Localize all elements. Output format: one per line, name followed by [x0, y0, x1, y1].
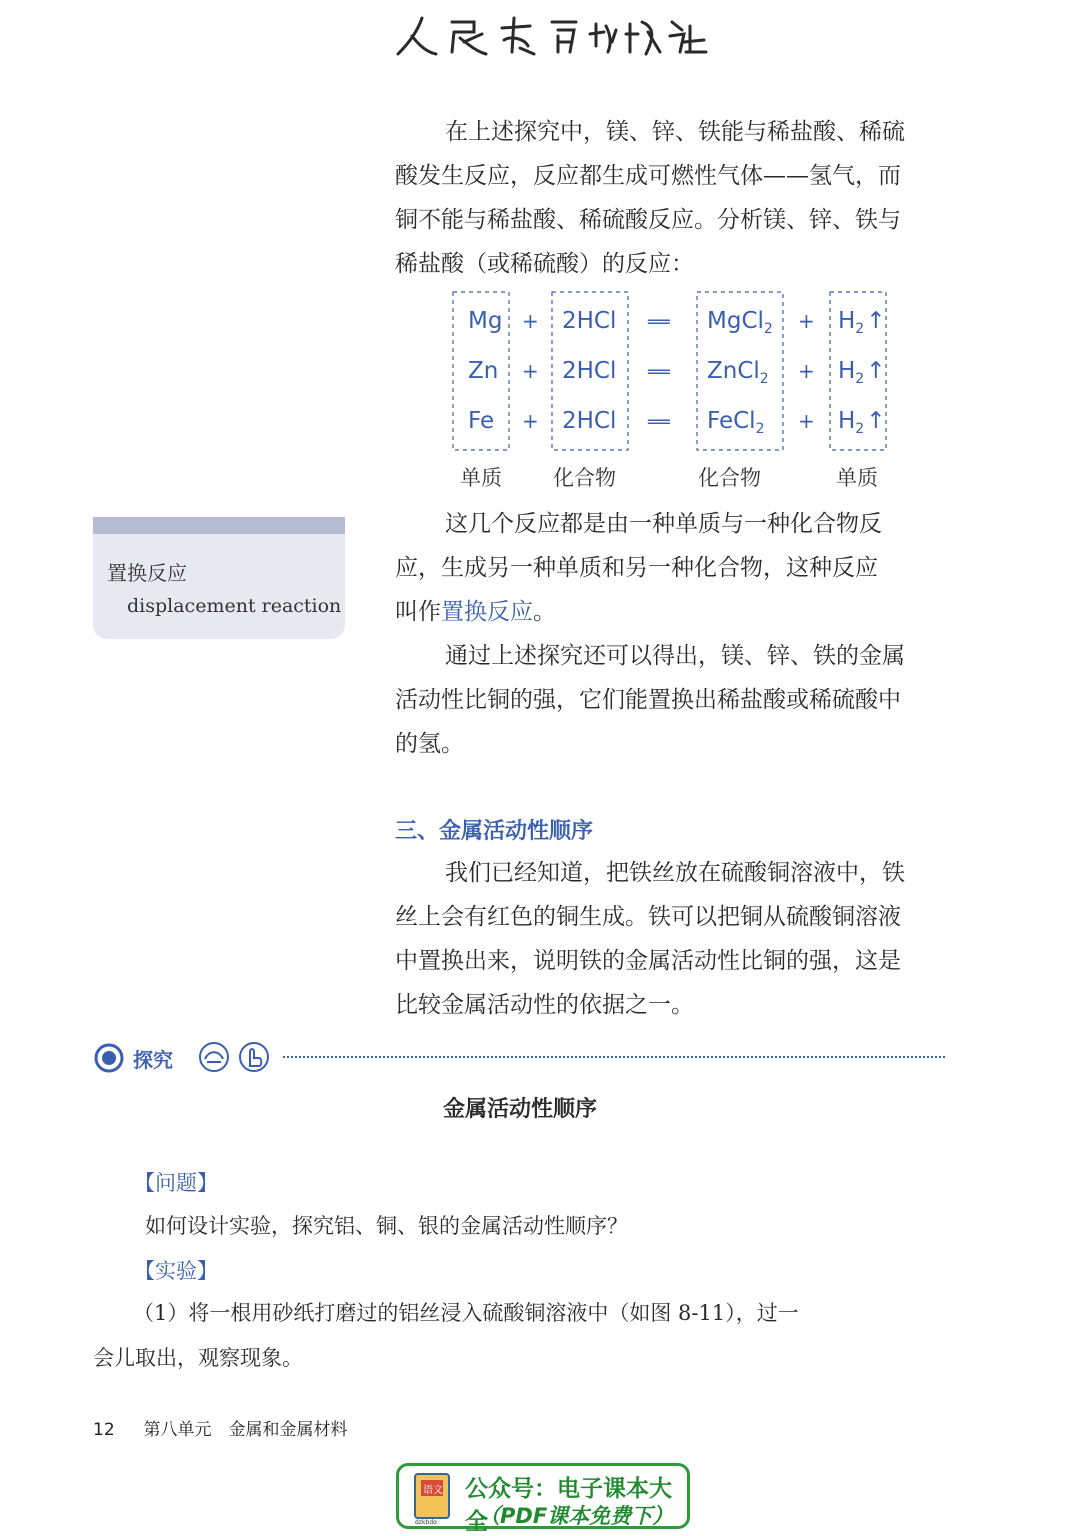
eq-row-2-equals: ══	[648, 362, 670, 383]
eq-row-1-equals: ══	[648, 312, 670, 333]
p2-line-2: 应，生成另一种单质和另一种化合物，这种反应	[395, 555, 878, 581]
eq-row-3-equals: ══	[648, 412, 670, 433]
eq-row-1-gas: $H_2↑$	[838, 308, 886, 337]
reaction-equations	[440, 288, 910, 498]
dotted-rule	[283, 1056, 945, 1058]
paragraph-1	[395, 110, 947, 286]
p2-line-1: 这几个反应都是由一种单质与一种化合物反	[445, 511, 882, 537]
question-label: 【问题】	[134, 1171, 218, 1195]
book-icon-sub: dzkbdq	[415, 1519, 437, 1524]
eq-row-1-plus1: +	[522, 309, 539, 333]
eq-row-2-plus2: +	[798, 359, 815, 383]
p1-line-4: 稀盐酸（或稀硫酸）的反应：	[395, 251, 694, 277]
p1-line-2: 酸发生反应，反应都生成可燃性气体——氢气，而	[395, 163, 901, 189]
eq-row-3-metal: Fe	[468, 408, 495, 434]
explore-bar	[93, 1040, 953, 1074]
book-icon-text: 语文	[423, 1485, 443, 1496]
term-sidebar	[93, 517, 345, 639]
p1-line-3: 铜不能与稀盐酸、稀硫酸反应。分析镁、锌、铁与	[395, 207, 901, 233]
chapter-title: 第八单元 金属和金属材料	[143, 1420, 348, 1440]
label-element-2: 单质	[836, 466, 878, 490]
eq-row-2-gas: $H_2↑$	[838, 358, 886, 387]
p4-line-2: 丝上会有红色的铜生成。铁可以把铜从硫酸铜溶液	[395, 904, 901, 930]
label-element-1: 单质	[460, 466, 502, 490]
p1-line-1: 在上述探究中，镁、锌、铁能与稀盐酸、稀硫	[445, 119, 905, 145]
page-number: 12	[93, 1420, 115, 1440]
experiment-line-2: 会儿取出，观察现象。	[93, 1346, 303, 1370]
eq-row-1-acid: 2HCl	[562, 308, 617, 334]
term-english: displacement reaction	[127, 595, 342, 617]
p4-line-1: 我们已经知道，把铁丝放在硫酸铜溶液中，铁	[445, 860, 905, 886]
think-icon	[197, 1040, 231, 1074]
eq-row-3-plus2: +	[798, 409, 815, 433]
banner-line-2: （PDF课本免费下）	[479, 1504, 674, 1528]
eq-row-3-plus1: +	[522, 409, 539, 433]
target-icon	[93, 1042, 125, 1074]
eq-row-2-metal: Zn	[468, 358, 499, 384]
term-highlight: 置换反应	[441, 599, 533, 625]
eq-row-2-plus1: +	[522, 359, 539, 383]
eq-row-3-gas: $H_2↑$	[838, 408, 886, 437]
eq-row-1-plus2: +	[798, 309, 815, 333]
p2-line-3-suffix: 。	[533, 599, 556, 625]
p3-line-3: 的氢。	[395, 731, 464, 757]
p2-line-3-prefix: 叫作	[395, 599, 441, 625]
p4-line-4: 比较金属活动性的依据之一。	[395, 992, 694, 1018]
term-chinese: 置换反应	[107, 561, 187, 585]
section-heading: 三、金属活动性顺序	[395, 819, 594, 844]
eq-row-3-acid: 2HCl	[562, 408, 617, 434]
banner-line-1: 公众号：电子课本大全	[465, 1476, 672, 1535]
explore-title: 金属活动性顺序	[442, 1096, 597, 1122]
publisher-logo	[390, 12, 710, 60]
hands-on-icon	[237, 1040, 271, 1074]
question-text: 如何设计实验，探究铝、铜、银的金属活动性顺序？	[145, 1214, 628, 1238]
eq-row-1-salt: MgCl$_2$	[707, 308, 773, 337]
paragraph-2	[395, 502, 947, 634]
eq-row-3-salt: FeCl$_2$	[707, 408, 765, 437]
eq-row-2-salt: ZnCl$_2$	[707, 358, 769, 387]
experiment-line-1: （1）将一根用砂纸打磨过的铝丝浸入硫酸铜溶液中（如图 8-11），过一	[133, 1301, 799, 1325]
paragraph-3	[395, 634, 947, 766]
book-icon	[411, 1472, 455, 1524]
p3-line-2: 活动性比铜的强，它们能置换出稀盐酸或稀硫酸中	[395, 687, 901, 713]
page-footer	[93, 1415, 347, 1440]
eq-row-2-acid: 2HCl	[562, 358, 617, 384]
explore-label: 探究	[133, 1048, 173, 1072]
experiment-label: 【实验】	[134, 1259, 218, 1283]
p4-line-3: 中置换出来，说明铁的金属活动性比铜的强，这是	[395, 948, 901, 974]
paragraph-4	[395, 851, 947, 1027]
p3-line-1: 通过上述探究还可以得出，镁、锌、铁的金属	[445, 643, 905, 669]
label-compound-1: 化合物	[553, 466, 616, 490]
watermark-banner	[396, 1463, 690, 1535]
sidebar-bar	[93, 517, 345, 534]
label-compound-2: 化合物	[698, 466, 761, 490]
eq-row-1-metal: Mg	[468, 308, 503, 334]
